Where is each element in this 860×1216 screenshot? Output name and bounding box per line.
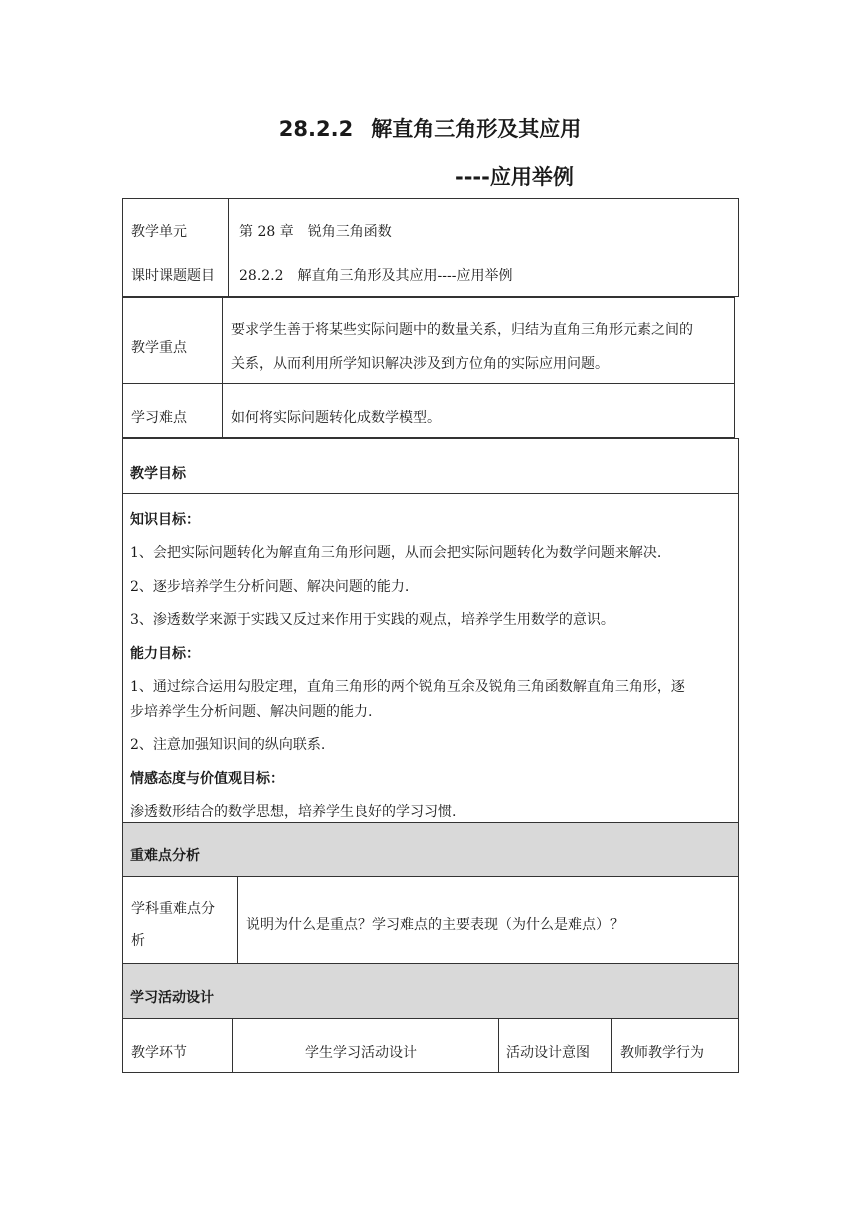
activity-col-intent: 活动设计意图 [506,1045,590,1061]
goals-header: 教学目标 [130,466,186,482]
activity-col-student: 学生学习活动设计 [305,1045,417,1061]
activity-col-stage: 教学环节 [131,1045,187,1061]
knowledge-goal-item: 1、会把实际问题转化为解直角三角形问题，从而会把实际问题转化为数学问题来解决. [130,545,662,561]
analysis-label-line-2: 析 [131,933,145,949]
emotion-goal-item: 渗透数形结合的数学思想，培养学生良好的学习习惯. [130,804,457,820]
emotion-goal-title: 情感态度与价值观目标： [130,771,284,787]
analysis-header: 重难点分析 [130,848,200,864]
analysis-top-divider [122,822,739,823]
analysis-row-divider [237,876,238,963]
difficulty-label: 学习难点 [131,410,187,426]
analysis-header-bg [123,822,738,876]
title-number: 28.2.2 [278,117,354,141]
ability-goal-item: 步培养学生分析问题、解决问题的能力. [130,704,373,720]
key-point-line-1: 要求学生善于将某些实际问题中的数量关系，归结为直角三角形元素之间的 [231,322,693,338]
knowledge-goal-title: 知识目标： [130,512,200,528]
title-text: 解直角三角形及其应用 [371,117,582,141]
analysis-header-divider [122,876,739,877]
focus-table-row-divider [122,383,735,384]
unit-value: 第 28 章 锐角三角函数 [239,224,392,240]
focus-table-divider [222,297,223,438]
activity-header: 学习活动设计 [130,990,214,1006]
ability-goal-item: 1、通过综合运用勾股定理，直角三角形的两个锐角互余及锐角三角函数解直角三角形，逐 [130,679,685,695]
knowledge-goal-item: 3、渗透数学来源于实践又反过来作用于实践的观点，培养学生用数学的意识。 [130,612,615,628]
page-title [0,113,860,143]
key-point-line-2: 关系，从而利用所学知识解决涉及到方位角的实际应用问题。 [231,356,609,372]
topic-label: 课时课题题目 [131,268,215,284]
unit-label: 教学单元 [131,224,187,240]
analysis-value: 说明为什么是重点？学习难点的主要表现（为什么是难点）？ [246,917,624,933]
analysis-label-line-1: 学科重难点分 [131,901,215,917]
topic-value: 28.2.2 解直角三角形及其应用----应用举例 [239,268,513,284]
activity-header-divider [122,1018,739,1019]
activity-col-teacher: 教师教学行为 [620,1045,704,1061]
knowledge-goal-item: 2、逐步培养学生分析问题、解决问题的能力. [130,579,410,595]
ability-goal-item: 2、注意加强知识间的纵向联系. [130,737,326,753]
goals-header-divider [122,493,739,494]
activity-col-divider-3 [611,1018,612,1073]
activity-col-divider-2 [498,1018,499,1073]
unit-table-divider [228,198,229,297]
key-point-label: 教学重点 [131,340,187,356]
difficulty-value: 如何将实际问题转化成数学模型。 [231,410,441,426]
activity-col-divider-1 [232,1018,233,1073]
activity-header-bg [123,964,738,1018]
ability-goal-title: 能力目标： [130,646,200,662]
page-subtitle: ----应用举例 [455,165,574,189]
